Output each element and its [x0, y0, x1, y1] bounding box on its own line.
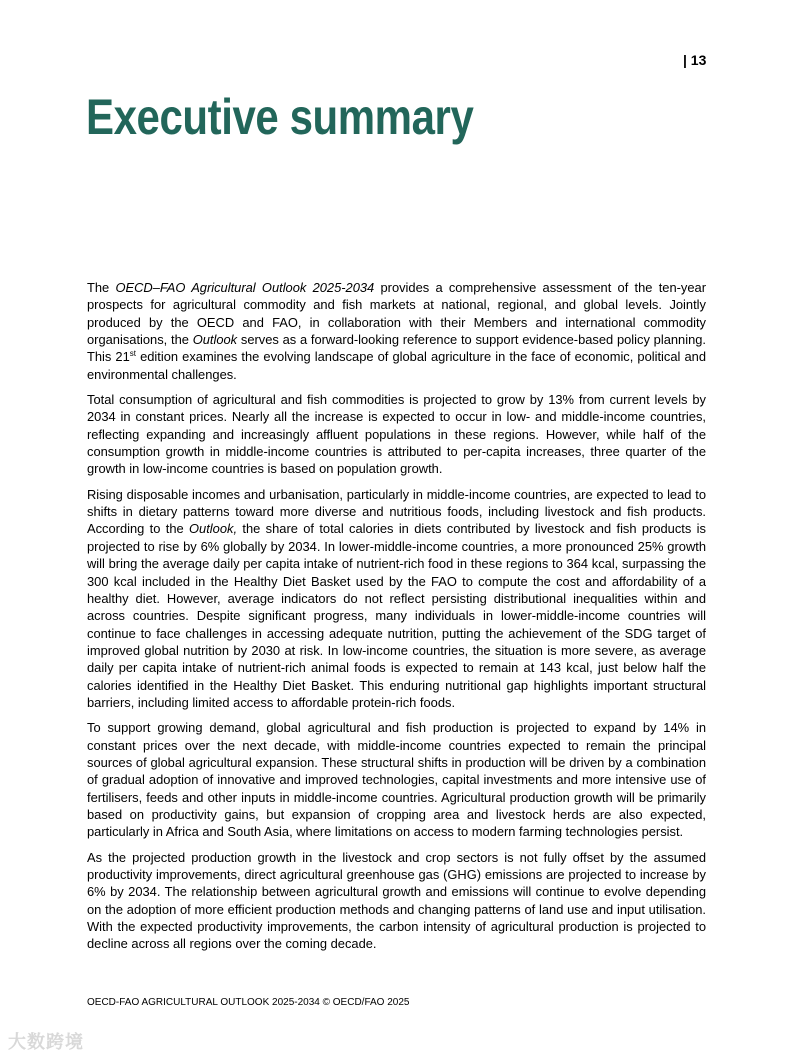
- page-number: | 13: [683, 52, 707, 68]
- italic-text: Outlook,: [189, 521, 238, 537]
- text: The: [87, 280, 116, 295]
- superscript: st: [129, 349, 137, 359]
- publication-title: OECD–FAO Agricultural Outlook 2025-2034: [115, 280, 375, 295]
- body-text: [87, 279, 706, 961]
- paragraph-emissions: As the projected production growth in the livestock and crop sectors is not fully offset by the assumed productivity improvements, direct agricultural greenhouse gas (GHG) emissions are projected to increase by 6% by 2034. The relationship between agricultural growth and emissions will continue to evolve depending on the adoption of more efficient production methods and changing patterns of land use and input utilisation. With the expected productivity improvements, the carbon intensity of agricultural production is projected to decline across all regions over the coming decade.: [87, 849, 706, 952]
- page-title: Executive summary: [86, 89, 474, 145]
- text: serves as a forward-looking reference to support evidence-based policy planning. This 21: [87, 332, 706, 365]
- text: the share of total calories in diets contributed by livestock and fish products is projected to rise by 6% globally by 2034. In lower-middle-income countries, a more pronounced 25% growth will bring the average daily per capita intake of nutrient-rich food in these regions to 364 kcal, surpassing the 300 kcal included in the Healthy Diet Basket used by the FAO to compute the cost and affordability of a healthy diet. However, average indicators do not reflect persisting distributional inequalities within and across countries. Despite significant progress, many individuals in lower-middle-income countries will continue to face challenges in accessing adequate nutrition, putting the achievement of the SDG target of improved global nutrition by 2030 at risk. In low-income countries, the situation is more severe, as average daily per capita intake of nutrient-rich animal foods is expected to remain at 143 kcal, just below half the calories identified in the Healthy Diet Basket. This enduring nutritional gap highlights important structural barriers, including limited access to affordable protein-rich foods.: [87, 521, 706, 710]
- watermark-logo: 大数跨境: [8, 1032, 84, 1052]
- paragraph-diets: [87, 486, 706, 711]
- page-footer: OECD-FAO AGRICULTURAL OUTLOOK 2025-2034 © OECD/FAO 2025: [87, 997, 410, 1008]
- text: edition examines the evolving landscape of global agriculture in the face of economic, political and environmental challenges.: [87, 349, 706, 382]
- text: provides a comprehensive assessment of the ten-year prospects for agricultural commodity and fish markets at national, regional, and global levels. Jointly produced by the OECD and FAO, in collaboration with their Members and international commodity organisations, the: [87, 280, 706, 348]
- paragraph-intro: [87, 279, 706, 383]
- paragraph-production: To support growing demand, global agricultural and fish production is projected to expand by 14% in constant prices over the next decade, with middle-income countries expected to remain the principal sources of global agricultural expansion. These structural shifts in production will be driven by a combination of gradual adoption of innovative and improved technologies, capital investments and more intensive use of fertilisers, feeds and other inputs in middle-income countries. Agricultural production growth will be primarily based on productivity gains, but expansion of cropping area and livestock herds are also expected, particularly in Africa and South Asia, where limitations on access to modern farming technologies persist.: [87, 720, 706, 840]
- paragraph-consumption: Total consumption of agricultural and fish commodities is projected to grow by 13% from current levels by 2034 in constant prices. Nearly all the increase is expected to occur in low- and middle-income countries, reflecting expanding and increasingly affluent populations in these regions. However, while half of the consumption growth in middle-income countries is attributed to per-capita increases, three quarter of the growth in low-income countries is based on population growth.: [87, 392, 706, 477]
- text: Rising disposable incomes and urbanisation, particularly in middle-income countries, are expected to lead to shifts in dietary patterns toward more diverse and nutritious foods, including livestock and fish products. According to the: [87, 486, 706, 537]
- italic-text: Outlook: [192, 332, 238, 348]
